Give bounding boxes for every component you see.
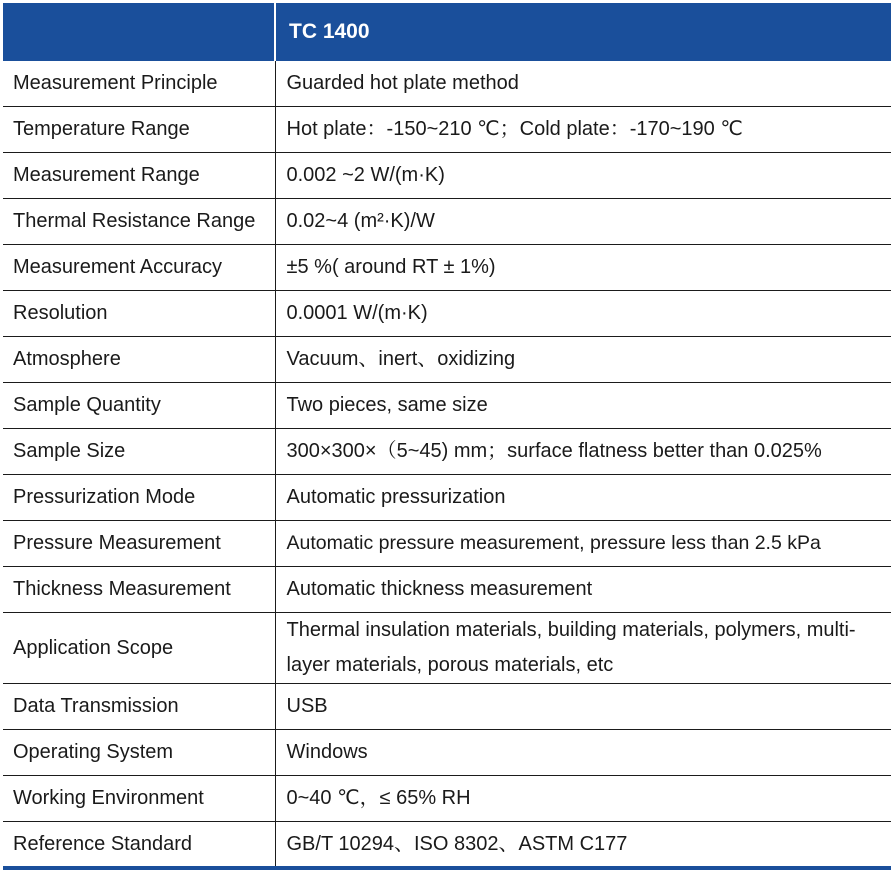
- table-row: [3, 776, 891, 822]
- parameter-cell: Pressurization Mode: [3, 475, 275, 521]
- parameter-cell: Data Transmission: [3, 684, 275, 730]
- value-cell: 0~40 ℃，≤ 65% RH: [275, 776, 891, 822]
- parameter-cell: Operating System: [3, 730, 275, 776]
- value-cell: Two pieces, same size: [275, 383, 891, 429]
- value-cell: GB/T 10294、ISO 8302、ASTM C177: [275, 822, 891, 869]
- table-row: [3, 429, 891, 475]
- parameter-cell: Thermal Resistance Range: [3, 199, 275, 245]
- value-cell: Thermal insulation materials, building materials, polymers, multi-layer materials, porous materials, etc: [275, 613, 891, 684]
- table-row: [3, 61, 891, 107]
- table-row: [3, 199, 891, 245]
- value-cell: Guarded hot plate method: [275, 61, 891, 107]
- parameter-cell: Measurement Range: [3, 153, 275, 199]
- table-row: [3, 822, 891, 869]
- value-cell: Windows: [275, 730, 891, 776]
- parameter-cell: Measurement Accuracy: [3, 245, 275, 291]
- parameter-cell: Thickness Measurement: [3, 567, 275, 613]
- table-header: [3, 3, 891, 61]
- value-cell: Automatic pressure measurement, pressure less than 2.5 kPa: [275, 521, 891, 567]
- parameter-cell: Sample Size: [3, 429, 275, 475]
- parameter-cell: Atmosphere: [3, 337, 275, 383]
- parameter-cell: Temperature Range: [3, 107, 275, 153]
- value-cell: Automatic thickness measurement: [275, 567, 891, 613]
- value-cell: ±5 %( around RT ± 1%): [275, 245, 891, 291]
- value-cell: Automatic pressurization: [275, 475, 891, 521]
- table-row: [3, 613, 891, 684]
- table-row: [3, 153, 891, 199]
- value-cell: 300×300×（5~45) mm；surface flatness better than 0.025%: [275, 429, 891, 475]
- value-cell: 0.0001 W/(m·K): [275, 291, 891, 337]
- table-row: [3, 521, 891, 567]
- table-row: [3, 337, 891, 383]
- value-cell: Hot plate：-150~210 ℃；Cold plate：-170~190 ℃: [275, 107, 891, 153]
- table-row: [3, 567, 891, 613]
- specification-table: [3, 3, 891, 870]
- table-row: [3, 107, 891, 153]
- table-row: [3, 684, 891, 730]
- parameter-cell: Application Scope: [3, 613, 275, 684]
- table-row: [3, 291, 891, 337]
- parameter-cell: Sample Quantity: [3, 383, 275, 429]
- parameter-cell: Resolution: [3, 291, 275, 337]
- value-cell: Vacuum、inert、oxidizing: [275, 337, 891, 383]
- table-row: [3, 730, 891, 776]
- value-cell: USB: [275, 684, 891, 730]
- parameter-cell: Working Environment: [3, 776, 275, 822]
- header-row: [3, 3, 891, 61]
- parameter-cell: Pressure Measurement: [3, 521, 275, 567]
- table-row: [3, 245, 891, 291]
- header-parameter-cell: [3, 3, 275, 61]
- value-cell: 0.02~4 (m²·K)/W: [275, 199, 891, 245]
- table-row: [3, 475, 891, 521]
- table-row: [3, 383, 891, 429]
- header-model-cell: TC 1400: [275, 3, 891, 61]
- parameter-cell: Measurement Principle: [3, 61, 275, 107]
- parameter-cell: Reference Standard: [3, 822, 275, 869]
- value-cell: 0.002 ~2 W/(m·K): [275, 153, 891, 199]
